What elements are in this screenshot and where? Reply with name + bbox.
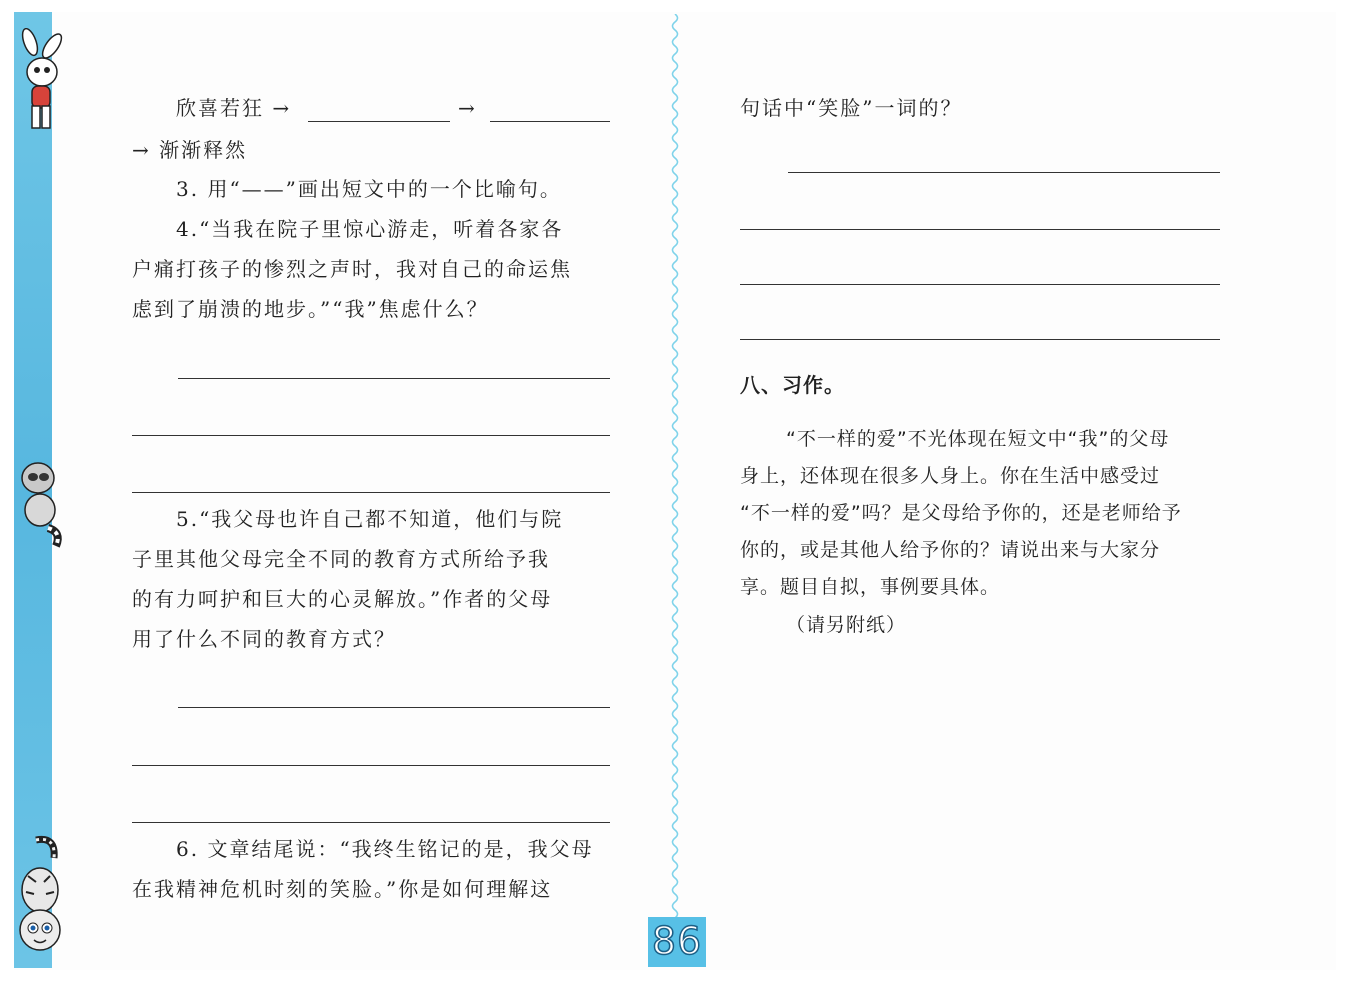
answer-line[interactable] — [308, 121, 450, 122]
question-6-line: 6. 文章结尾说：“我终生铭记的是，我父母 — [176, 837, 594, 861]
answer-line[interactable] — [740, 229, 1220, 230]
answer-line[interactable] — [788, 172, 1220, 173]
answer-line[interactable] — [132, 765, 610, 766]
rabbit-mascot-icon — [16, 28, 64, 138]
question-5-line: 用了什么不同的教育方式？ — [132, 627, 396, 651]
essay-prompt-line: “不一样的爱”不光体现在短文中“我”的父母 — [786, 428, 1170, 450]
question-5-line: 5.“我父母也许自己都不知道，他们与院 — [176, 507, 564, 531]
essay-prompt-line: “不一样的爱”吗？是父母给予你的，还是老师给予 — [740, 502, 1182, 524]
attach-paper-note: （请另附纸） — [786, 614, 907, 636]
question-4-line: 虑到了崩溃的地步。”“我”焦虑什么？ — [132, 297, 489, 321]
answer-line[interactable] — [132, 492, 610, 493]
emotion-flow-end: → 渐渐释然 — [132, 138, 248, 162]
essay-prompt-line: 你的，或是其他人给予你的？请说出来与大家分 — [740, 539, 1161, 561]
question-4-line: 户痛打孩子的惨烈之声时，我对自己的命运焦 — [132, 257, 572, 281]
emotion-flow-start: 欣喜若狂 → — [176, 96, 292, 120]
question-6-continued: 句话中“笑脸”一词的？ — [740, 96, 963, 120]
essay-prompt-line: 身上，还体现在很多人身上。你在生活中感受过 — [740, 465, 1161, 487]
answer-line[interactable] — [490, 121, 610, 122]
essay-prompt-line: 享。题目自拟，事例要具体。 — [740, 576, 1001, 598]
answer-line[interactable] — [178, 707, 610, 708]
answer-line[interactable] — [740, 284, 1220, 285]
raccoon-mascot-icon — [16, 458, 64, 550]
page-number-badge — [648, 917, 706, 967]
emotion-flow-arrow: → — [458, 96, 477, 120]
answer-line[interactable] — [132, 435, 610, 436]
page-spine-divider — [668, 14, 682, 919]
section-title: 八、习作。 — [740, 373, 845, 397]
question-6-line: 在我精神危机时刻的笑脸。”你是如何理解这 — [132, 877, 553, 901]
question-5-line: 的有力呵护和巨大的心灵解放。”作者的父母 — [132, 587, 553, 611]
question-3: 3. 用“——”画出短文中的一个比喻句。 — [176, 177, 562, 201]
answer-line[interactable] — [132, 822, 610, 823]
answer-line[interactable] — [740, 339, 1220, 340]
tiger-mascot-icon — [16, 832, 64, 962]
question-4-line: 4.“当我在院子里惊心游走，听着各家各 — [176, 217, 564, 241]
question-5-line: 子里其他父母完全不同的教育方式所给予我 — [132, 547, 550, 571]
answer-line[interactable] — [178, 378, 610, 379]
page-number: 86 — [651, 919, 703, 963]
